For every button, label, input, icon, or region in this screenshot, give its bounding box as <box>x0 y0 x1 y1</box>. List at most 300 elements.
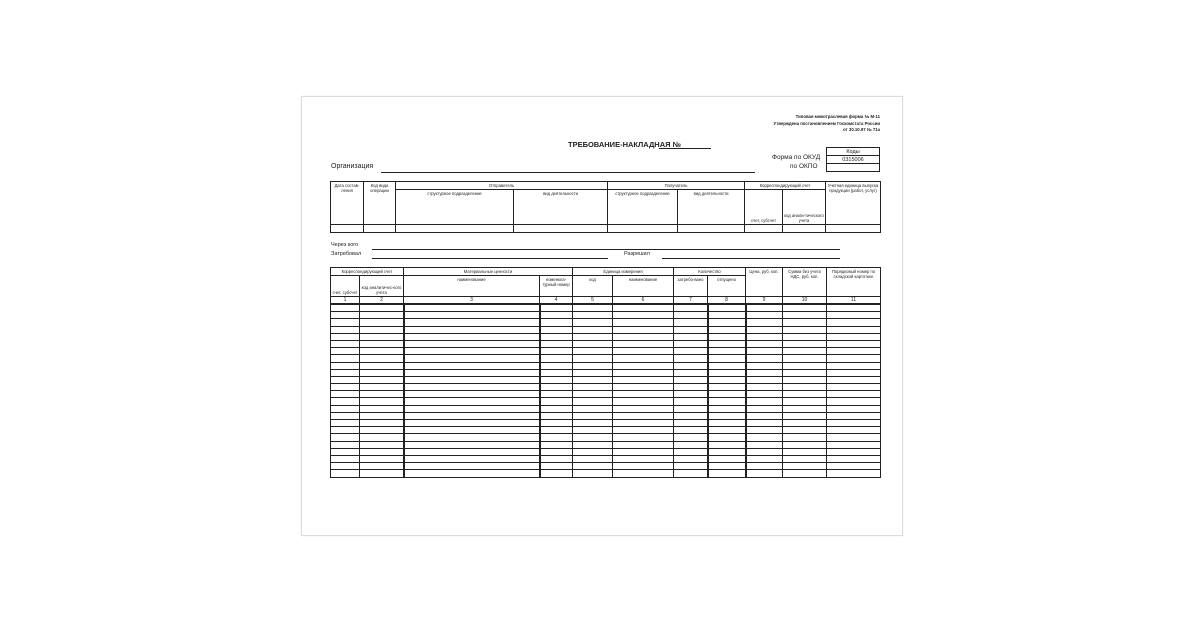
table-cell[interactable] <box>783 369 827 376</box>
table-cell[interactable] <box>360 441 404 448</box>
table-cell[interactable] <box>783 319 827 326</box>
table-cell[interactable] <box>404 448 540 455</box>
table-cell[interactable] <box>360 312 404 319</box>
table-cell[interactable] <box>540 405 573 412</box>
table-cell[interactable] <box>746 448 783 455</box>
table-cell[interactable] <box>573 333 613 340</box>
table-cell[interactable] <box>404 391 540 398</box>
table-cell[interactable] <box>613 441 674 448</box>
table-cell[interactable] <box>746 362 783 369</box>
table-cell[interactable] <box>404 398 540 405</box>
table-cell[interactable] <box>783 355 827 362</box>
table-cell[interactable] <box>540 333 573 340</box>
table-cell[interactable] <box>746 441 783 448</box>
table-cell[interactable] <box>540 362 573 369</box>
table-cell[interactable] <box>827 369 881 376</box>
table-cell[interactable] <box>331 434 360 441</box>
table-cell[interactable] <box>674 312 708 319</box>
table-cell[interactable] <box>827 470 881 477</box>
table-cell[interactable] <box>540 355 573 362</box>
table-cell[interactable] <box>404 420 540 427</box>
table-cell[interactable] <box>746 319 783 326</box>
table-cell[interactable] <box>783 391 827 398</box>
table-cell[interactable] <box>827 434 881 441</box>
material-name-header: наименование <box>404 276 540 297</box>
table-cell[interactable] <box>746 312 783 319</box>
table-cell[interactable] <box>708 470 746 477</box>
table-cell[interactable] <box>827 455 881 462</box>
table-cell[interactable] <box>708 355 746 362</box>
table-cell[interactable] <box>613 355 674 362</box>
table-cell[interactable] <box>708 463 746 470</box>
receiver-activity-cell[interactable] <box>678 225 745 233</box>
table-cell[interactable] <box>360 434 404 441</box>
corr-account-header: Корреспондирующий счет <box>331 268 404 276</box>
table-cell[interactable] <box>783 455 827 462</box>
table-cell[interactable] <box>783 348 827 355</box>
table-cell[interactable] <box>540 326 573 333</box>
table-cell[interactable] <box>827 384 881 391</box>
table-cell[interactable] <box>613 463 674 470</box>
table-cell[interactable] <box>746 470 783 477</box>
table-cell[interactable] <box>540 319 573 326</box>
table-cell[interactable] <box>613 398 674 405</box>
table-cell[interactable] <box>746 391 783 398</box>
table-cell[interactable] <box>540 427 573 434</box>
table-cell[interactable] <box>404 384 540 391</box>
table-cell[interactable] <box>708 319 746 326</box>
table-cell[interactable] <box>827 340 881 347</box>
table-cell[interactable] <box>708 398 746 405</box>
table-cell[interactable] <box>827 304 881 312</box>
table-cell[interactable] <box>708 340 746 347</box>
table-cell[interactable] <box>573 319 613 326</box>
okpo-value[interactable] <box>827 164 880 172</box>
table-cell[interactable] <box>540 304 573 312</box>
released-header: отпущено <box>708 276 746 297</box>
table-cell[interactable] <box>360 355 404 362</box>
table-cell[interactable] <box>783 427 827 434</box>
table-cell[interactable] <box>746 304 783 312</box>
table-cell[interactable] <box>360 348 404 355</box>
table-cell[interactable] <box>674 412 708 419</box>
table-cell[interactable] <box>674 384 708 391</box>
table-cell[interactable] <box>404 470 540 477</box>
table-cell[interactable] <box>573 376 613 383</box>
table-cell[interactable] <box>827 348 881 355</box>
table-row <box>331 405 881 412</box>
table-cell[interactable] <box>674 304 708 312</box>
table-cell[interactable] <box>827 376 881 383</box>
table-cell[interactable] <box>331 398 360 405</box>
table-cell[interactable] <box>613 391 674 398</box>
table-cell[interactable] <box>827 412 881 419</box>
table-cell[interactable] <box>827 326 881 333</box>
table-row <box>331 369 881 376</box>
table-cell[interactable] <box>540 398 573 405</box>
table-cell[interactable] <box>827 420 881 427</box>
table-cell[interactable] <box>746 369 783 376</box>
table-cell[interactable] <box>708 448 746 455</box>
sender-unit-cell[interactable] <box>396 225 514 233</box>
table-cell[interactable] <box>573 391 613 398</box>
col-number: 6 <box>613 297 674 305</box>
table-cell[interactable] <box>331 384 360 391</box>
table-cell[interactable] <box>674 398 708 405</box>
table-cell[interactable] <box>331 355 360 362</box>
table-cell[interactable] <box>674 319 708 326</box>
header-table <box>330 181 881 233</box>
table-cell[interactable] <box>746 348 783 355</box>
table-cell[interactable] <box>674 333 708 340</box>
table-cell[interactable] <box>708 312 746 319</box>
table-cell[interactable] <box>573 326 613 333</box>
table-cell[interactable] <box>827 312 881 319</box>
table-cell[interactable] <box>331 391 360 398</box>
table-cell[interactable] <box>613 384 674 391</box>
table-cell[interactable] <box>404 455 540 462</box>
table-cell[interactable] <box>540 369 573 376</box>
table-cell[interactable] <box>708 420 746 427</box>
table-cell[interactable] <box>404 463 540 470</box>
table-cell[interactable] <box>573 448 613 455</box>
table-cell[interactable] <box>573 312 613 319</box>
table-cell[interactable] <box>404 369 540 376</box>
sender-unit-header: структурное подразделение <box>396 190 514 225</box>
table-cell[interactable] <box>404 326 540 333</box>
table-cell[interactable] <box>783 463 827 470</box>
table-cell[interactable] <box>746 384 783 391</box>
table-cell[interactable] <box>540 391 573 398</box>
table-cell[interactable] <box>573 455 613 462</box>
through-field[interactable] <box>372 249 840 250</box>
table-cell[interactable] <box>708 376 746 383</box>
table-cell[interactable] <box>746 340 783 347</box>
table-cell[interactable] <box>783 405 827 412</box>
table-cell[interactable] <box>360 391 404 398</box>
table-cell[interactable] <box>360 319 404 326</box>
table-cell[interactable] <box>573 470 613 477</box>
table-cell[interactable] <box>331 340 360 347</box>
table-cell[interactable] <box>746 376 783 383</box>
table-cell[interactable] <box>331 427 360 434</box>
receiver-unit-cell[interactable] <box>608 225 678 233</box>
requested-field[interactable] <box>372 258 608 259</box>
table-cell[interactable] <box>708 362 746 369</box>
table-cell[interactable] <box>331 362 360 369</box>
table-cell[interactable] <box>708 369 746 376</box>
table-cell[interactable] <box>613 405 674 412</box>
table-cell[interactable] <box>360 369 404 376</box>
table-cell[interactable] <box>404 348 540 355</box>
through-label: Через кого <box>331 242 359 248</box>
table-cell[interactable] <box>331 455 360 462</box>
table-cell[interactable] <box>540 384 573 391</box>
table-cell[interactable] <box>674 434 708 441</box>
table-cell[interactable] <box>613 455 674 462</box>
table-cell[interactable] <box>573 304 613 312</box>
table-cell[interactable] <box>404 434 540 441</box>
table-cell[interactable] <box>573 427 613 434</box>
table-cell[interactable] <box>360 376 404 383</box>
table-cell[interactable] <box>708 348 746 355</box>
table-cell[interactable] <box>783 304 827 312</box>
table-cell[interactable] <box>613 434 674 441</box>
document-number-field[interactable] <box>659 148 711 149</box>
table-cell[interactable] <box>540 441 573 448</box>
table-cell[interactable] <box>708 326 746 333</box>
table-cell[interactable] <box>404 405 540 412</box>
table-cell[interactable] <box>573 463 613 470</box>
table-cell[interactable] <box>613 470 674 477</box>
table-cell[interactable] <box>331 405 360 412</box>
table-row <box>331 326 881 333</box>
table-cell[interactable] <box>827 398 881 405</box>
date-cell[interactable] <box>331 225 364 233</box>
table-cell[interactable] <box>360 333 404 340</box>
table-cell[interactable] <box>746 333 783 340</box>
table-cell[interactable] <box>404 333 540 340</box>
table-cell[interactable] <box>360 455 404 462</box>
table-cell[interactable] <box>827 391 881 398</box>
table-cell[interactable] <box>331 312 360 319</box>
table-cell[interactable] <box>331 319 360 326</box>
table-cell[interactable] <box>674 362 708 369</box>
account-sub-cell[interactable] <box>745 225 783 233</box>
table-cell[interactable] <box>613 333 674 340</box>
table-cell[interactable] <box>746 326 783 333</box>
table-cell[interactable] <box>708 405 746 412</box>
table-cell[interactable] <box>404 304 540 312</box>
table-cell[interactable] <box>783 470 827 477</box>
table-cell[interactable] <box>573 355 613 362</box>
organization-label: Организация <box>331 163 374 170</box>
table-cell[interactable] <box>708 304 746 312</box>
table-cell[interactable] <box>404 340 540 347</box>
table-row <box>331 420 881 427</box>
table-cell[interactable] <box>360 398 404 405</box>
table-cell[interactable] <box>540 348 573 355</box>
table-cell[interactable] <box>674 348 708 355</box>
table-cell[interactable] <box>746 398 783 405</box>
table-cell[interactable] <box>360 470 404 477</box>
table-cell[interactable] <box>540 420 573 427</box>
table-cell[interactable] <box>746 412 783 419</box>
table-cell[interactable] <box>674 448 708 455</box>
table-cell[interactable] <box>404 376 540 383</box>
table-cell[interactable] <box>540 412 573 419</box>
table-cell[interactable] <box>404 362 540 369</box>
organization-field[interactable] <box>381 172 755 173</box>
table-cell[interactable] <box>708 391 746 398</box>
table-cell[interactable] <box>674 376 708 383</box>
table-cell[interactable] <box>783 312 827 319</box>
table-cell[interactable] <box>613 326 674 333</box>
table-cell[interactable] <box>573 348 613 355</box>
table-cell[interactable] <box>404 355 540 362</box>
sender-activity-header: вид деятельности <box>514 190 608 225</box>
table-cell[interactable] <box>331 304 360 312</box>
table-cell[interactable] <box>573 441 613 448</box>
table-cell[interactable] <box>573 369 613 376</box>
table-cell[interactable] <box>746 405 783 412</box>
allowed-field[interactable] <box>662 258 840 259</box>
table-cell[interactable] <box>827 333 881 340</box>
requested-label: Затребовал <box>331 251 362 257</box>
table-cell[interactable] <box>746 463 783 470</box>
table-cell[interactable] <box>783 376 827 383</box>
table-cell[interactable] <box>573 405 613 412</box>
op-code-header: Код вида операции <box>364 182 396 225</box>
table-cell[interactable] <box>783 340 827 347</box>
sender-activity-cell[interactable] <box>514 225 608 233</box>
table-cell[interactable] <box>360 362 404 369</box>
table-cell[interactable] <box>331 376 360 383</box>
table-cell[interactable] <box>783 326 827 333</box>
table-cell[interactable] <box>404 441 540 448</box>
table-cell[interactable] <box>783 448 827 455</box>
table-cell[interactable] <box>708 412 746 419</box>
table-cell[interactable] <box>783 434 827 441</box>
table-cell[interactable] <box>674 391 708 398</box>
table-cell[interactable] <box>708 384 746 391</box>
table-cell[interactable] <box>360 326 404 333</box>
table-cell[interactable] <box>331 463 360 470</box>
table-cell[interactable] <box>360 384 404 391</box>
table-cell[interactable] <box>331 448 360 455</box>
table-cell[interactable] <box>674 340 708 347</box>
analytic-code-cell[interactable] <box>783 225 826 233</box>
table-cell[interactable] <box>746 455 783 462</box>
table-cell[interactable] <box>360 412 404 419</box>
table-cell[interactable] <box>613 304 674 312</box>
unit-output-cell[interactable] <box>826 225 881 233</box>
table-cell[interactable] <box>783 384 827 391</box>
table-cell[interactable] <box>674 427 708 434</box>
table-cell[interactable] <box>573 420 613 427</box>
table-cell[interactable] <box>613 362 674 369</box>
table-cell[interactable] <box>746 434 783 441</box>
table-cell[interactable] <box>360 304 404 312</box>
table-cell[interactable] <box>613 427 674 434</box>
table-cell[interactable] <box>331 441 360 448</box>
table-cell[interactable] <box>573 434 613 441</box>
table-cell[interactable] <box>331 348 360 355</box>
table-cell[interactable] <box>331 369 360 376</box>
table-cell[interactable] <box>331 333 360 340</box>
table-cell[interactable] <box>331 412 360 419</box>
table-cell[interactable] <box>674 405 708 412</box>
table-cell[interactable] <box>674 355 708 362</box>
table-cell[interactable] <box>331 420 360 427</box>
table-cell[interactable] <box>708 434 746 441</box>
table-cell[interactable] <box>783 398 827 405</box>
table-cell[interactable] <box>360 405 404 412</box>
table-cell[interactable] <box>540 376 573 383</box>
table-cell[interactable] <box>573 398 613 405</box>
table-cell[interactable] <box>746 420 783 427</box>
table-cell[interactable] <box>827 448 881 455</box>
table-cell[interactable] <box>674 420 708 427</box>
table-cell[interactable] <box>674 441 708 448</box>
table-cell[interactable] <box>613 420 674 427</box>
corr-account-header: Корреспондирующий счет <box>745 182 826 190</box>
table-cell[interactable] <box>827 362 881 369</box>
table-cell[interactable] <box>827 355 881 362</box>
table-cell[interactable] <box>827 463 881 470</box>
table-cell[interactable] <box>540 463 573 470</box>
table-cell[interactable] <box>708 333 746 340</box>
table-cell[interactable] <box>827 441 881 448</box>
table-cell[interactable] <box>783 362 827 369</box>
table-cell[interactable] <box>708 441 746 448</box>
table-cell[interactable] <box>404 427 540 434</box>
table-cell[interactable] <box>783 412 827 419</box>
table-cell[interactable] <box>331 470 360 477</box>
table-cell[interactable] <box>613 312 674 319</box>
table-cell[interactable] <box>708 427 746 434</box>
table-cell[interactable] <box>404 412 540 419</box>
table-cell[interactable] <box>613 348 674 355</box>
table-cell[interactable] <box>360 448 404 455</box>
table-cell[interactable] <box>674 455 708 462</box>
table-row <box>331 427 881 434</box>
table-cell[interactable] <box>540 312 573 319</box>
table-row <box>331 355 881 362</box>
table-cell[interactable] <box>827 405 881 412</box>
requested-header: затребо-вано <box>674 276 708 297</box>
table-cell[interactable] <box>613 376 674 383</box>
table-cell[interactable] <box>331 326 360 333</box>
table-cell[interactable] <box>746 355 783 362</box>
table-cell[interactable] <box>783 333 827 340</box>
table-cell[interactable] <box>674 326 708 333</box>
table-cell[interactable] <box>674 470 708 477</box>
table-cell[interactable] <box>613 369 674 376</box>
table-cell[interactable] <box>360 427 404 434</box>
table-cell[interactable] <box>573 340 613 347</box>
okud-value[interactable]: 0315006 <box>827 156 880 164</box>
table-cell[interactable] <box>613 319 674 326</box>
op-code-cell[interactable] <box>364 225 396 233</box>
table-cell[interactable] <box>783 420 827 427</box>
table-cell[interactable] <box>573 362 613 369</box>
table-cell[interactable] <box>827 427 881 434</box>
table-cell[interactable] <box>783 441 827 448</box>
table-cell[interactable] <box>360 420 404 427</box>
table-cell[interactable] <box>613 340 674 347</box>
table-cell[interactable] <box>360 340 404 347</box>
table-cell[interactable] <box>540 340 573 347</box>
table-cell[interactable] <box>540 455 573 462</box>
table-cell[interactable] <box>746 427 783 434</box>
table-cell[interactable] <box>613 448 674 455</box>
table-cell[interactable] <box>573 384 613 391</box>
table-cell[interactable] <box>540 434 573 441</box>
table-cell[interactable] <box>674 369 708 376</box>
table-cell[interactable] <box>404 312 540 319</box>
unit-output-header: Учетная единица выпуска продукции (работ, услуг) <box>826 182 881 225</box>
table-cell[interactable] <box>404 319 540 326</box>
table-cell[interactable] <box>827 319 881 326</box>
table-cell[interactable] <box>540 470 573 477</box>
table-cell[interactable] <box>708 455 746 462</box>
table-cell[interactable] <box>540 448 573 455</box>
table-cell[interactable] <box>613 412 674 419</box>
table-cell[interactable] <box>573 412 613 419</box>
table-cell[interactable] <box>674 463 708 470</box>
table-cell[interactable] <box>360 463 404 470</box>
